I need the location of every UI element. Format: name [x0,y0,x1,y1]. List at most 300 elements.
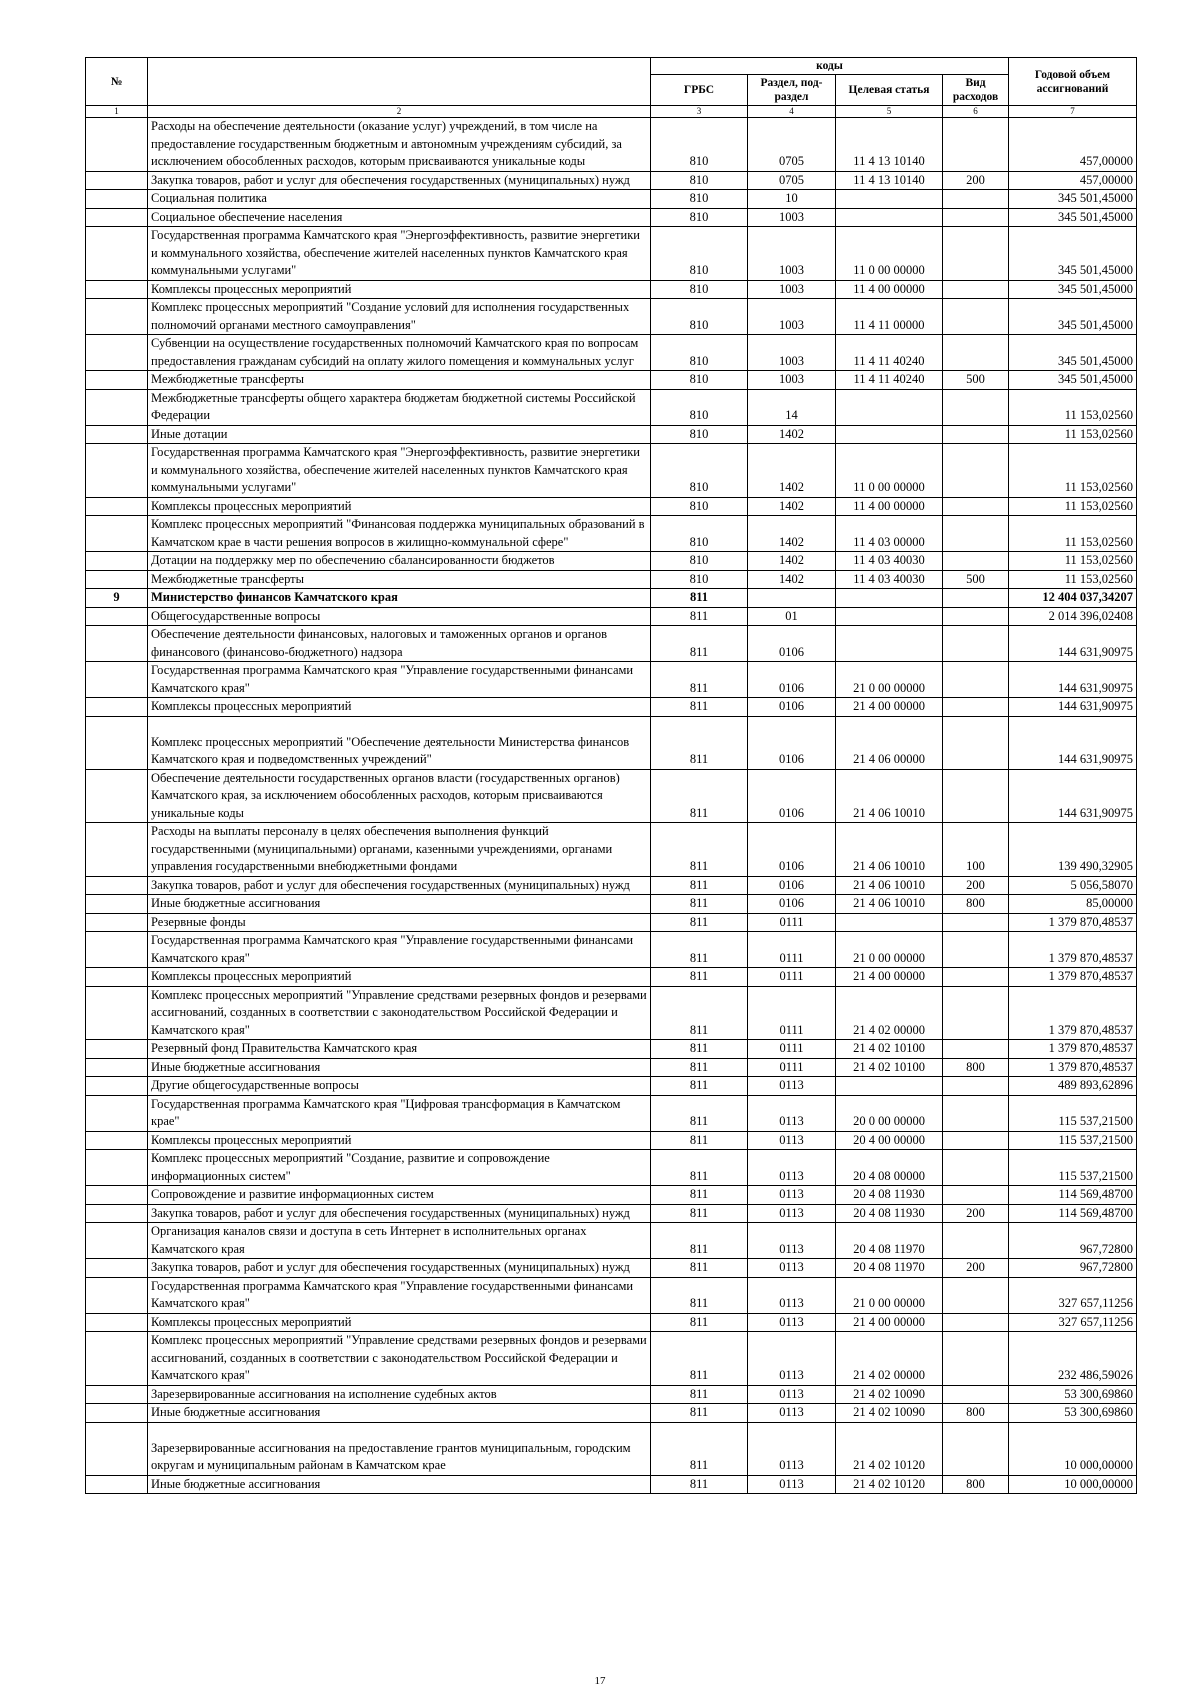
annual-amount: 1 379 870,48537 [1009,913,1137,932]
grbs-code: 811 [651,1186,748,1205]
annual-amount: 115 537,21500 [1009,1150,1137,1186]
section-code: 0111 [748,1058,836,1077]
expense-type-code [943,190,1009,209]
target-article-code [836,607,943,626]
budget-table [85,57,1137,1494]
grbs-code: 810 [651,118,748,172]
section-code: 1402 [748,444,836,498]
row-number [86,1404,148,1423]
header-section: Раздел, под-раздел [748,75,836,106]
section-code: 0106 [748,662,836,698]
section-code: 14 [748,389,836,425]
annual-amount: 11 153,02560 [1009,516,1137,552]
section-code: 0106 [748,895,836,914]
expense-type-code [943,716,1009,769]
annual-amount: 10 000,00000 [1009,1475,1137,1494]
target-article-code: 20 4 08 11930 [836,1204,943,1223]
table-body [86,118,1137,1494]
annual-amount: 345 501,45000 [1009,335,1137,371]
section-code: 0106 [748,626,836,662]
row-number [86,371,148,390]
expense-name: Обеспечение деятельности финансовых, налоговых и таможенных органов и органов финансового (финансово-бюджетного) надзора [148,626,651,662]
table-row [86,371,1137,390]
grbs-code: 811 [651,589,748,608]
row-number [86,335,148,371]
annual-amount: 5 056,58070 [1009,876,1137,895]
page-number: 17 [594,1675,606,1687]
target-article-code: 21 0 00 00000 [836,1277,943,1313]
expense-name: Комплексы процессных мероприятий [148,280,651,299]
annual-amount: 1 379 870,48537 [1009,986,1137,1040]
expense-type-code [943,335,1009,371]
expense-name: Обеспечение деятельности государственных органов власти (государственных органов) Камчатского края, за исключением обособленных расходов, которым присваиваются уникальные коды [148,769,651,823]
target-article-code: 21 4 00 00000 [836,968,943,987]
target-article-code: 20 0 00 00000 [836,1095,943,1131]
target-article-code: 21 4 00 00000 [836,698,943,717]
row-number [86,1475,148,1494]
table-row [86,1422,1137,1475]
target-article-code: 20 4 08 11930 [836,1186,943,1205]
section-code: 0106 [748,716,836,769]
section-code: 1402 [748,552,836,571]
expense-name: Иные дотации [148,425,651,444]
annual-amount: 144 631,90975 [1009,716,1137,769]
header-codes: коды [651,58,1009,75]
table-row [86,1475,1137,1494]
annual-amount: 53 300,69860 [1009,1404,1137,1423]
target-article-code [836,389,943,425]
section-code: 0111 [748,986,836,1040]
table-row [86,913,1137,932]
table-row [86,171,1137,190]
row-number [86,1259,148,1278]
expense-type-code [943,552,1009,571]
target-article-code: 11 4 03 00000 [836,516,943,552]
column-number: 6 [943,106,1009,118]
expense-type-code [943,932,1009,968]
section-code: 0113 [748,1475,836,1494]
table-row [86,1404,1137,1423]
target-article-code: 21 4 02 10120 [836,1422,943,1475]
expense-name: Дотации на поддержку мер по обеспечению сбалансированности бюджетов [148,552,651,571]
row-number [86,299,148,335]
grbs-code: 811 [651,1058,748,1077]
expense-name: Министерство финансов Камчатского края [148,589,651,608]
expense-name: Межбюджетные трансферты [148,371,651,390]
annual-amount: 345 501,45000 [1009,299,1137,335]
table-row [86,589,1137,608]
table-row [86,516,1137,552]
grbs-code: 810 [651,190,748,209]
annual-amount: 12 404 037,34207 [1009,589,1137,608]
expense-type-code [943,1040,1009,1059]
row-number [86,570,148,589]
table-row [86,698,1137,717]
expense-name: Комплекс процессных мероприятий "Управление средствами резервных фондов и резервами ассигнований, созданных в соответствии с законодательством Российской Федерации и Камчатского края" [148,1332,651,1386]
expense-type-code: 500 [943,371,1009,390]
expense-name: Резервный фонд Правительства Камчатского края [148,1040,651,1059]
expense-type-code [943,1385,1009,1404]
row-number [86,171,148,190]
annual-amount: 2 014 396,02408 [1009,607,1137,626]
row-number [86,1150,148,1186]
expense-name: Субвенции на осуществление государственных полномочий Камчатского края по вопросам предоставления гражданам субсидий на оплату жилого помещения и коммунальных услуг [148,335,651,371]
section-code: 0113 [748,1204,836,1223]
row-number [86,1095,148,1131]
section-code: 0111 [748,913,836,932]
target-article-code: 11 4 03 40030 [836,570,943,589]
expense-name: Зарезервированные ассигнования на исполнение судебных актов [148,1385,651,1404]
row-number [86,1422,148,1475]
row-number [86,823,148,877]
row-number [86,626,148,662]
section-code: 0113 [748,1223,836,1259]
expense-name: Другие общегосударственные вопросы [148,1077,651,1096]
table-row [86,1223,1137,1259]
section-code: 1402 [748,425,836,444]
grbs-code: 811 [651,1259,748,1278]
section-code: 1402 [748,570,836,589]
section-code: 0111 [748,1040,836,1059]
annual-amount: 232 486,59026 [1009,1332,1137,1386]
row-number [86,698,148,717]
annual-amount: 139 490,32905 [1009,823,1137,877]
target-article-code: 11 4 03 40030 [836,552,943,571]
expense-type-code [943,208,1009,227]
expense-name: Закупка товаров, работ и услуг для обеспечения государственных (муниципальных) нужд [148,171,651,190]
annual-amount: 85,00000 [1009,895,1137,914]
grbs-code: 811 [651,895,748,914]
grbs-code: 810 [651,280,748,299]
row-number [86,769,148,823]
target-article-code: 11 4 11 40240 [836,371,943,390]
annual-amount: 489 893,62896 [1009,1077,1137,1096]
target-article-code: 21 4 02 10100 [836,1040,943,1059]
grbs-code: 811 [651,716,748,769]
table-row [86,1150,1137,1186]
table-row [86,968,1137,987]
section-code: 0106 [748,876,836,895]
target-article-code: 21 4 02 10120 [836,1475,943,1494]
expense-name: Комплекс процессных мероприятий "Создание условий для исполнения государственных полномочий органами местного самоуправления" [148,299,651,335]
grbs-code: 811 [651,1404,748,1423]
annual-amount: 345 501,45000 [1009,190,1137,209]
grbs-code: 810 [651,208,748,227]
row-number [86,1186,148,1205]
expense-type-code [943,1332,1009,1386]
annual-amount: 115 537,21500 [1009,1131,1137,1150]
section-code: 0106 [748,823,836,877]
column-number: 7 [1009,106,1137,118]
grbs-code: 811 [651,1040,748,1059]
target-article-code [836,913,943,932]
row-number [86,716,148,769]
table-row [86,1204,1137,1223]
expense-type-code: 100 [943,823,1009,877]
grbs-code: 810 [651,444,748,498]
annual-amount: 457,00000 [1009,118,1137,172]
annual-amount: 345 501,45000 [1009,280,1137,299]
expense-type-code [943,516,1009,552]
grbs-code: 810 [651,335,748,371]
row-number [86,444,148,498]
column-number: 2 [148,106,651,118]
grbs-code: 811 [651,662,748,698]
expense-type-code [943,1150,1009,1186]
table-row [86,335,1137,371]
grbs-code: 810 [651,497,748,516]
grbs-code: 810 [651,570,748,589]
row-number [86,913,148,932]
expense-name: Комплексы процессных мероприятий [148,497,651,516]
expense-name: Комплекс процессных мероприятий "Финансовая поддержка муниципальных образований в Камчатском крае в части решения вопросов в жилищно-коммунальной сфере" [148,516,651,552]
row-number [86,1204,148,1223]
expense-name: Закупка товаров, работ и услуг для обеспечения государственных (муниципальных) нужд [148,1259,651,1278]
annual-amount: 114 569,48700 [1009,1204,1137,1223]
target-article-code: 20 4 08 00000 [836,1150,943,1186]
expense-name: Комплексы процессных мероприятий [148,968,651,987]
target-article-code [836,208,943,227]
section-code: 0106 [748,769,836,823]
annual-amount: 11 153,02560 [1009,389,1137,425]
expense-name: Государственная программа Камчатского края "Энергоэффективность, развитие энергетики и коммунального хозяйства, обеспечение жителей населенных пунктов Камчатского края коммунальными услугами" [148,227,651,281]
section-code: 1402 [748,497,836,516]
annual-amount: 1 379 870,48537 [1009,968,1137,987]
table-row [86,227,1137,281]
section-code: 0113 [748,1077,836,1096]
row-number [86,1131,148,1150]
table-row [86,497,1137,516]
expense-type-code [943,607,1009,626]
grbs-code: 811 [651,1277,748,1313]
expense-type-code [943,913,1009,932]
row-number [86,1385,148,1404]
grbs-code: 811 [651,968,748,987]
header-exptype: Вид расходов [943,75,1009,106]
annual-amount: 327 657,11256 [1009,1277,1137,1313]
row-number [86,425,148,444]
annual-amount: 144 631,90975 [1009,698,1137,717]
target-article-code: 21 4 06 00000 [836,716,943,769]
target-article-code: 21 4 00 00000 [836,1313,943,1332]
expense-type-code [943,1277,1009,1313]
table-row [86,299,1137,335]
table-row [86,1332,1137,1386]
section-code: 0113 [748,1277,836,1313]
expense-type-code [943,626,1009,662]
expense-name: Государственная программа Камчатского края "Управление государственными финансами Камчатского края" [148,932,651,968]
target-article-code: 21 4 02 00000 [836,986,943,1040]
table-row [86,190,1137,209]
expense-name: Комплекс процессных мероприятий "Создание, развитие и сопровождение информационных систем" [148,1150,651,1186]
section-code: 0111 [748,932,836,968]
grbs-code: 811 [651,1223,748,1259]
expense-name: Государственная программа Камчатского края "Управление государственными финансами Камчатского края" [148,1277,651,1313]
table-row [86,1058,1137,1077]
target-article-code: 11 0 00 00000 [836,444,943,498]
column-number: 1 [86,106,148,118]
annual-amount: 11 153,02560 [1009,425,1137,444]
target-article-code [836,589,943,608]
annual-amount: 114 569,48700 [1009,1186,1137,1205]
expense-type-code: 200 [943,1204,1009,1223]
section-code: 0113 [748,1259,836,1278]
expense-name: Расходы на выплаты персоналу в целях обеспечения выполнения функций государственными (муниципальными) органами, казенными учреждениями, органами управления государственными внебюджетными фондами [148,823,651,877]
target-article-code [836,1077,943,1096]
section-code: 1003 [748,335,836,371]
row-number [86,1313,148,1332]
expense-name: Иные бюджетные ассигнования [148,1404,651,1423]
target-article-code [836,425,943,444]
expense-name: Резервные фонды [148,913,651,932]
target-article-code [836,190,943,209]
table-row [86,552,1137,571]
annual-amount: 11 153,02560 [1009,570,1137,589]
table-row [86,607,1137,626]
annual-amount: 345 501,45000 [1009,208,1137,227]
target-article-code: 21 4 02 10100 [836,1058,943,1077]
expense-type-code [943,227,1009,281]
table-row [86,425,1137,444]
target-article-code: 11 4 11 00000 [836,299,943,335]
target-article-code: 21 4 06 10010 [836,769,943,823]
expense-type-code [943,1223,1009,1259]
expense-type-code [943,769,1009,823]
annual-amount: 345 501,45000 [1009,371,1137,390]
annual-amount: 1 379 870,48537 [1009,1058,1137,1077]
grbs-code: 811 [651,626,748,662]
expense-name: Комплексы процессных мероприятий [148,1313,651,1332]
row-number [86,1332,148,1386]
table-row [86,389,1137,425]
row-number [86,895,148,914]
column-number: 3 [651,106,748,118]
row-number [86,227,148,281]
row-number [86,208,148,227]
expense-name: Комплекс процессных мероприятий "Управление средствами резервных фондов и резервами ассигнований, созданных в соответствии с законодательством Российской Федерации и Камчатского края" [148,986,651,1040]
target-article-code: 11 0 00 00000 [836,227,943,281]
target-article-code: 11 4 00 00000 [836,280,943,299]
header-target: Целевая статья [836,75,943,106]
expense-name: Иные бюджетные ассигнования [148,1475,651,1494]
expense-name: Расходы на обеспечение деятельности (оказание услуг) учреждений, в том числе на предоставление государственным бюджетным и автономным учреждениям субсидий, за исключением обособленных расходов, которым присваиваются уникальные коды [148,118,651,172]
annual-amount: 967,72800 [1009,1259,1137,1278]
section-code: 0113 [748,1422,836,1475]
section-code: 1003 [748,299,836,335]
table-row [86,1131,1137,1150]
table-row [86,1095,1137,1131]
expense-type-code: 200 [943,171,1009,190]
expense-name: Государственная программа Камчатского края "Управление государственными финансами Камчатского края" [148,662,651,698]
header-no: № [86,58,148,106]
row-number [86,1058,148,1077]
expense-type-code: 800 [943,1404,1009,1423]
expense-type-code: 800 [943,895,1009,914]
annual-amount: 345 501,45000 [1009,227,1137,281]
annual-amount: 144 631,90975 [1009,769,1137,823]
target-article-code [836,626,943,662]
column-number-row [86,106,1137,118]
grbs-code: 811 [651,1131,748,1150]
annual-amount: 11 153,02560 [1009,497,1137,516]
expense-type-code: 200 [943,1259,1009,1278]
section-code: 10 [748,190,836,209]
expense-type-code [943,662,1009,698]
grbs-code: 810 [651,425,748,444]
target-article-code: 21 4 06 10010 [836,895,943,914]
expense-type-code [943,280,1009,299]
expense-type-code [943,497,1009,516]
grbs-code: 811 [651,1095,748,1131]
annual-amount: 457,00000 [1009,171,1137,190]
target-article-code: 21 4 02 10090 [836,1404,943,1423]
section-code: 0705 [748,118,836,172]
table-row [86,1186,1137,1205]
expense-type-code [943,389,1009,425]
section-code: 0113 [748,1131,836,1150]
section-code: 1003 [748,280,836,299]
table-row [86,1077,1137,1096]
target-article-code: 21 0 00 00000 [836,932,943,968]
annual-amount: 11 153,02560 [1009,552,1137,571]
column-number: 4 [748,106,836,118]
table-row [86,1259,1137,1278]
target-article-code: 21 4 06 10010 [836,823,943,877]
header-name [148,58,651,106]
annual-amount: 1 379 870,48537 [1009,1040,1137,1059]
expense-type-code: 800 [943,1058,1009,1077]
grbs-code: 811 [651,1150,748,1186]
column-number: 5 [836,106,943,118]
annual-amount: 144 631,90975 [1009,662,1137,698]
row-number [86,1077,148,1096]
grbs-code: 810 [651,171,748,190]
annual-amount: 1 379 870,48537 [1009,932,1137,968]
expense-name: Государственная программа Камчатского края "Цифровая трансформация в Камчатском крае" [148,1095,651,1131]
expense-type-code [943,986,1009,1040]
expense-name: Иные бюджетные ассигнования [148,895,651,914]
expense-type-code: 500 [943,570,1009,589]
row-number [86,986,148,1040]
section-code: 0113 [748,1385,836,1404]
expense-type-code: 800 [943,1475,1009,1494]
expense-type-code [943,444,1009,498]
expense-name: Комплексы процессных мероприятий [148,698,651,717]
grbs-code: 810 [651,389,748,425]
expense-name: Сопровождение и развитие информационных систем [148,1186,651,1205]
section-code: 1003 [748,208,836,227]
table-row [86,932,1137,968]
table-row [86,769,1137,823]
section-code: 0113 [748,1313,836,1332]
table-row [86,118,1137,172]
row-number [86,190,148,209]
section-code: 0113 [748,1404,836,1423]
table-row [86,1313,1137,1332]
row-number [86,968,148,987]
table-row [86,208,1137,227]
row-number: 9 [86,589,148,608]
row-number [86,662,148,698]
section-code [748,589,836,608]
row-number [86,1223,148,1259]
section-code: 0111 [748,968,836,987]
table-row [86,1277,1137,1313]
grbs-code: 811 [651,823,748,877]
row-number [86,280,148,299]
target-article-code: 21 4 02 00000 [836,1332,943,1386]
section-code: 0113 [748,1095,836,1131]
